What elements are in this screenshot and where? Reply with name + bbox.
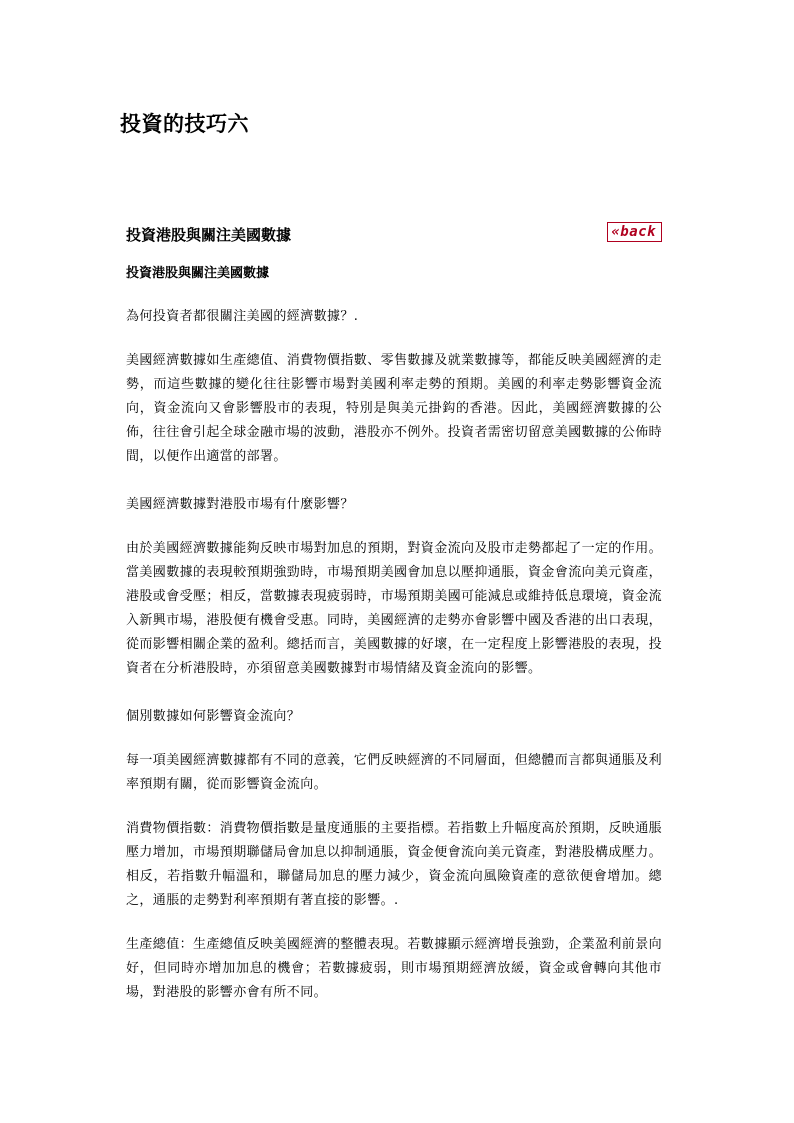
article-title: 投資港股與關注美國數據 — [126, 226, 292, 244]
back-button[interactable]: «back — [607, 222, 662, 242]
article — [126, 222, 662, 1005]
paragraph: 為何投資者都很關注美國的經濟數據？. — [126, 309, 359, 324]
paragraph: 美國經濟數據如生產總值、消費物價指數、零售數據及就業數據等，都能反映美國經濟的走勢，而這些數據的變化往往影響市場對美國利率走勢的預期。美國的利率走勢影響資金流向，資金流向又會影響股市的表現，特別是與美元掛鈎的香港。因此，美國經濟數據的公佈，往往會引起全球金融市場的波動，港股亦不例外。投資者需密切留意美國數據的公佈時間，以便作出適當的部署。 — [126, 353, 663, 464]
paragraph: 個別數據如何影響資金流向？ — [126, 709, 301, 724]
paragraph: 生產總值：生產總值反映美國經濟的整體表現。若數據顯示經濟增長強勁，企業盈利前景向好，但同時亦增加加息的機會；若數據疲弱，則市場預期經濟放緩，資金或會轉向其他市場，對港股的影響亦會有所不同。 — [126, 937, 663, 1000]
article-subtitle: 投資港股與關注美國數據 — [126, 266, 270, 281]
paragraph: 每一項美國經濟數據都有不同的意義，它們反映經濟的不同層面，但總體而言都與通脹及利率預期有關，從而影響資金流向。 — [126, 753, 663, 792]
article-header — [126, 222, 662, 248]
paragraph: 美國經濟數據對港股市場有什麼影響？ — [126, 497, 354, 512]
page-title: 投資的技巧六 — [120, 112, 249, 136]
article-body — [126, 305, 662, 1005]
paragraph: 由於美國經濟數據能夠反映市場對加息的預期，對資金流向及股市走勢都起了一定的作用。當美國數據的表現較預期強勁時，市場預期美國會加息以壓抑通脹，資金會流向美元資產，港股或會受壓；相反，當數據表現疲弱時，市場預期美國可能減息或維持低息環境，資金流入新興市場，港股便有機會受惠。同時，美國經濟的走勢亦會影響中國及香港的出口表現，從而影響相關企業的盈利。總括而言，美國數據的好壞，在一定程度上影響港股的表現，投資者在分析港股時，亦須留意美國數據對市場情緒及資金流向的影響。 — [126, 541, 663, 676]
paragraph: 消費物價指數：消費物價指數是量度通脹的主要指標。若指數上升幅度高於預期，反映通脹壓力增加，市場預期聯儲局會加息以抑制通脹，資金便會流向美元資產，對港股構成壓力。相反，若指數升幅溫和，聯儲局加息的壓力減少，資金流向風險資產的意欲便會增加。總之，通脹的走勢對利率預期有著直接的影響。. — [126, 821, 663, 908]
